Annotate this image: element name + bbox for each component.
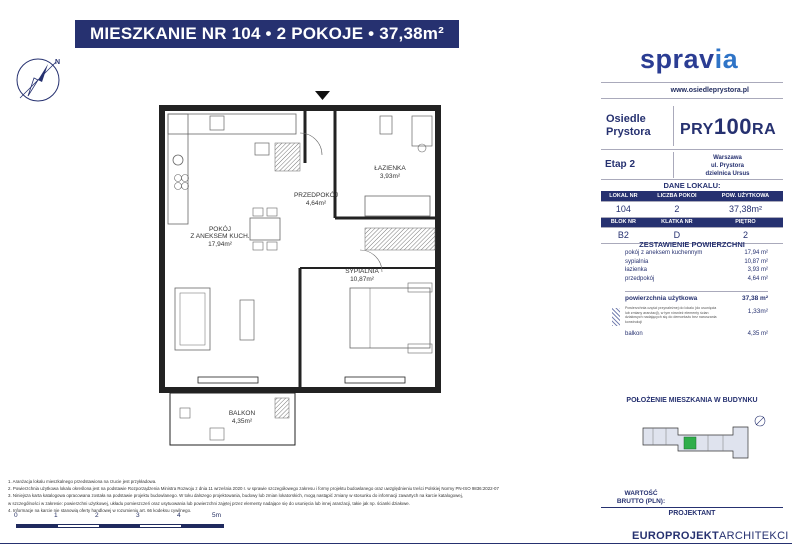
website-url[interactable]: www.osiedleprystora.pl (601, 82, 783, 99)
extra-area-note: Powierzchnia części przynależnej do lokalu (do usunięcia lub zmiany aranżacji), w tym również elementy ścian działowych nadających się do demontażu bez naruszania konstrukcji (625, 306, 717, 324)
list-item: pokój z aneksem kuchennym 17,94 m² (625, 250, 768, 256)
list-item: łazienka 3,93 m² (625, 267, 768, 273)
td-pietro: 2 (708, 227, 783, 243)
room-label-sypialnia: SYPIALNIA (345, 268, 379, 275)
floor-plan (150, 88, 450, 448)
footnotes: 1. Aranżacja lokalu mieszkalnego przedstawiona na rzucie jest przykładowa. 2. Powierzchnia użytkowa lokalu określona jest na podstawie Rozporządzenia Ministra Rozwoju z dnia 11 września 2020 r. w sprawie szczegółowego zakresu i formy projektu budowlanego oraz uwzględnieniu treści Polskiej Normy PN-ISO 9836:2022-07 3. Niniejsza karta katalogowa opracowana została na podstawie projektu budowlanego. W toku dalszego projektowania, budowy lub zmian lokatorskich, mogą nastąpić zmiany w stosunku do informacji zawartych na karcie katalogowej, w szczególności w zakresie: powierzchni użytkowej, układu pomieszczeń oraz usytuowania lub powierzchni zajętej przez elementy nadające się do usunięcia lub innej aranżacji, takie jak np. ścianki działowe. 4. Informacje na karcie nie stanowią oferty handlowej w rozumieniu art. 66 kodeksu cywilnego. (8, 479, 499, 513)
architect-name: EUROPROJEKTARCHITEKCI (632, 530, 789, 542)
price-divider (601, 507, 783, 508)
room-area-list (625, 249, 768, 283)
room-label-balkon: BALKON (228, 410, 256, 417)
price-label: WARTOŚĆ BRUTTO (PLN): (616, 490, 666, 505)
stage-label: Etap 2 (605, 159, 636, 170)
zestawienie-title: ZESTAWIENIE POWIERZCHNI (639, 240, 745, 249)
room-area-sypialnia: 10,87m² (350, 276, 374, 283)
compass-icon (12, 54, 64, 106)
estate-name: Osiedle Prystora (606, 113, 651, 138)
td-blok: B2 (601, 227, 646, 243)
architect-title: PROJEKTANT (668, 510, 716, 517)
room-label-pokoj: POKÓJ (208, 226, 232, 233)
td-pow: 37,38m² (708, 201, 783, 217)
room-area-przedpokoj: 4,64m² (305, 200, 327, 207)
location: Warszawa ul. Prystora dzielnica Ursus (673, 152, 781, 178)
th-pietro: PIĘTRO (708, 217, 783, 227)
list-item: przedpokój 4,64 m² (625, 275, 768, 282)
room-label-lazienka: ŁAZIENKA (374, 165, 406, 172)
td-klatka: D (646, 227, 708, 243)
list-item: sypialnia 10,87 m² (625, 258, 768, 265)
th-lokal: LOKAL NR (601, 191, 646, 201)
td-pokoje: 2 (646, 201, 708, 217)
room-area-balkon: 4,35m² (231, 418, 253, 425)
stage-row (601, 150, 783, 180)
page-title: MIESZKANIE NR 104 • 2 POKOJE • 37,38m² (75, 20, 459, 48)
building-location-map (638, 413, 768, 468)
scale-bar: 0 1 2 3 4 5m (6, 512, 246, 552)
total-area: powierzchnia użytkowa 37,38 m² (625, 291, 768, 302)
entrance-arrow (315, 91, 330, 100)
room-area-lazienka: 3,93m² (379, 173, 401, 180)
td-lokal: 104 (601, 201, 646, 217)
hatch-swatch-icon (612, 308, 620, 326)
bottom-rule (0, 543, 792, 544)
room-label-przedpokoj: PRZEDPOKÓJ (293, 192, 339, 199)
compass-label: N (55, 59, 61, 66)
th-klatka: KLATKA NR (646, 217, 708, 227)
brand-logo: spravia (640, 44, 739, 74)
th-pow: POW. UŻYTKOWA (708, 191, 783, 201)
location-in-building-title: POŁOŻENIE MIESZKANIA W BUDYNKU (626, 397, 758, 404)
estate-block (601, 100, 783, 150)
th-pokoje: LICZBA POKOI (646, 191, 708, 201)
estate-logo: PRY100RA (673, 106, 781, 146)
dane-title: DANE LOKALU: (663, 181, 721, 190)
balcony-area: balkon 4,35 m² (625, 331, 768, 337)
extra-area (612, 306, 768, 330)
room-area-pokoj: 17,94m² (208, 241, 232, 248)
th-blok: BLOK NR (601, 217, 646, 227)
extra-area-value: 1,33m² (747, 308, 768, 315)
room-sub-pokoj: Z ANEKSEM KUCH. (190, 233, 250, 240)
unit-info-table (601, 191, 783, 244)
